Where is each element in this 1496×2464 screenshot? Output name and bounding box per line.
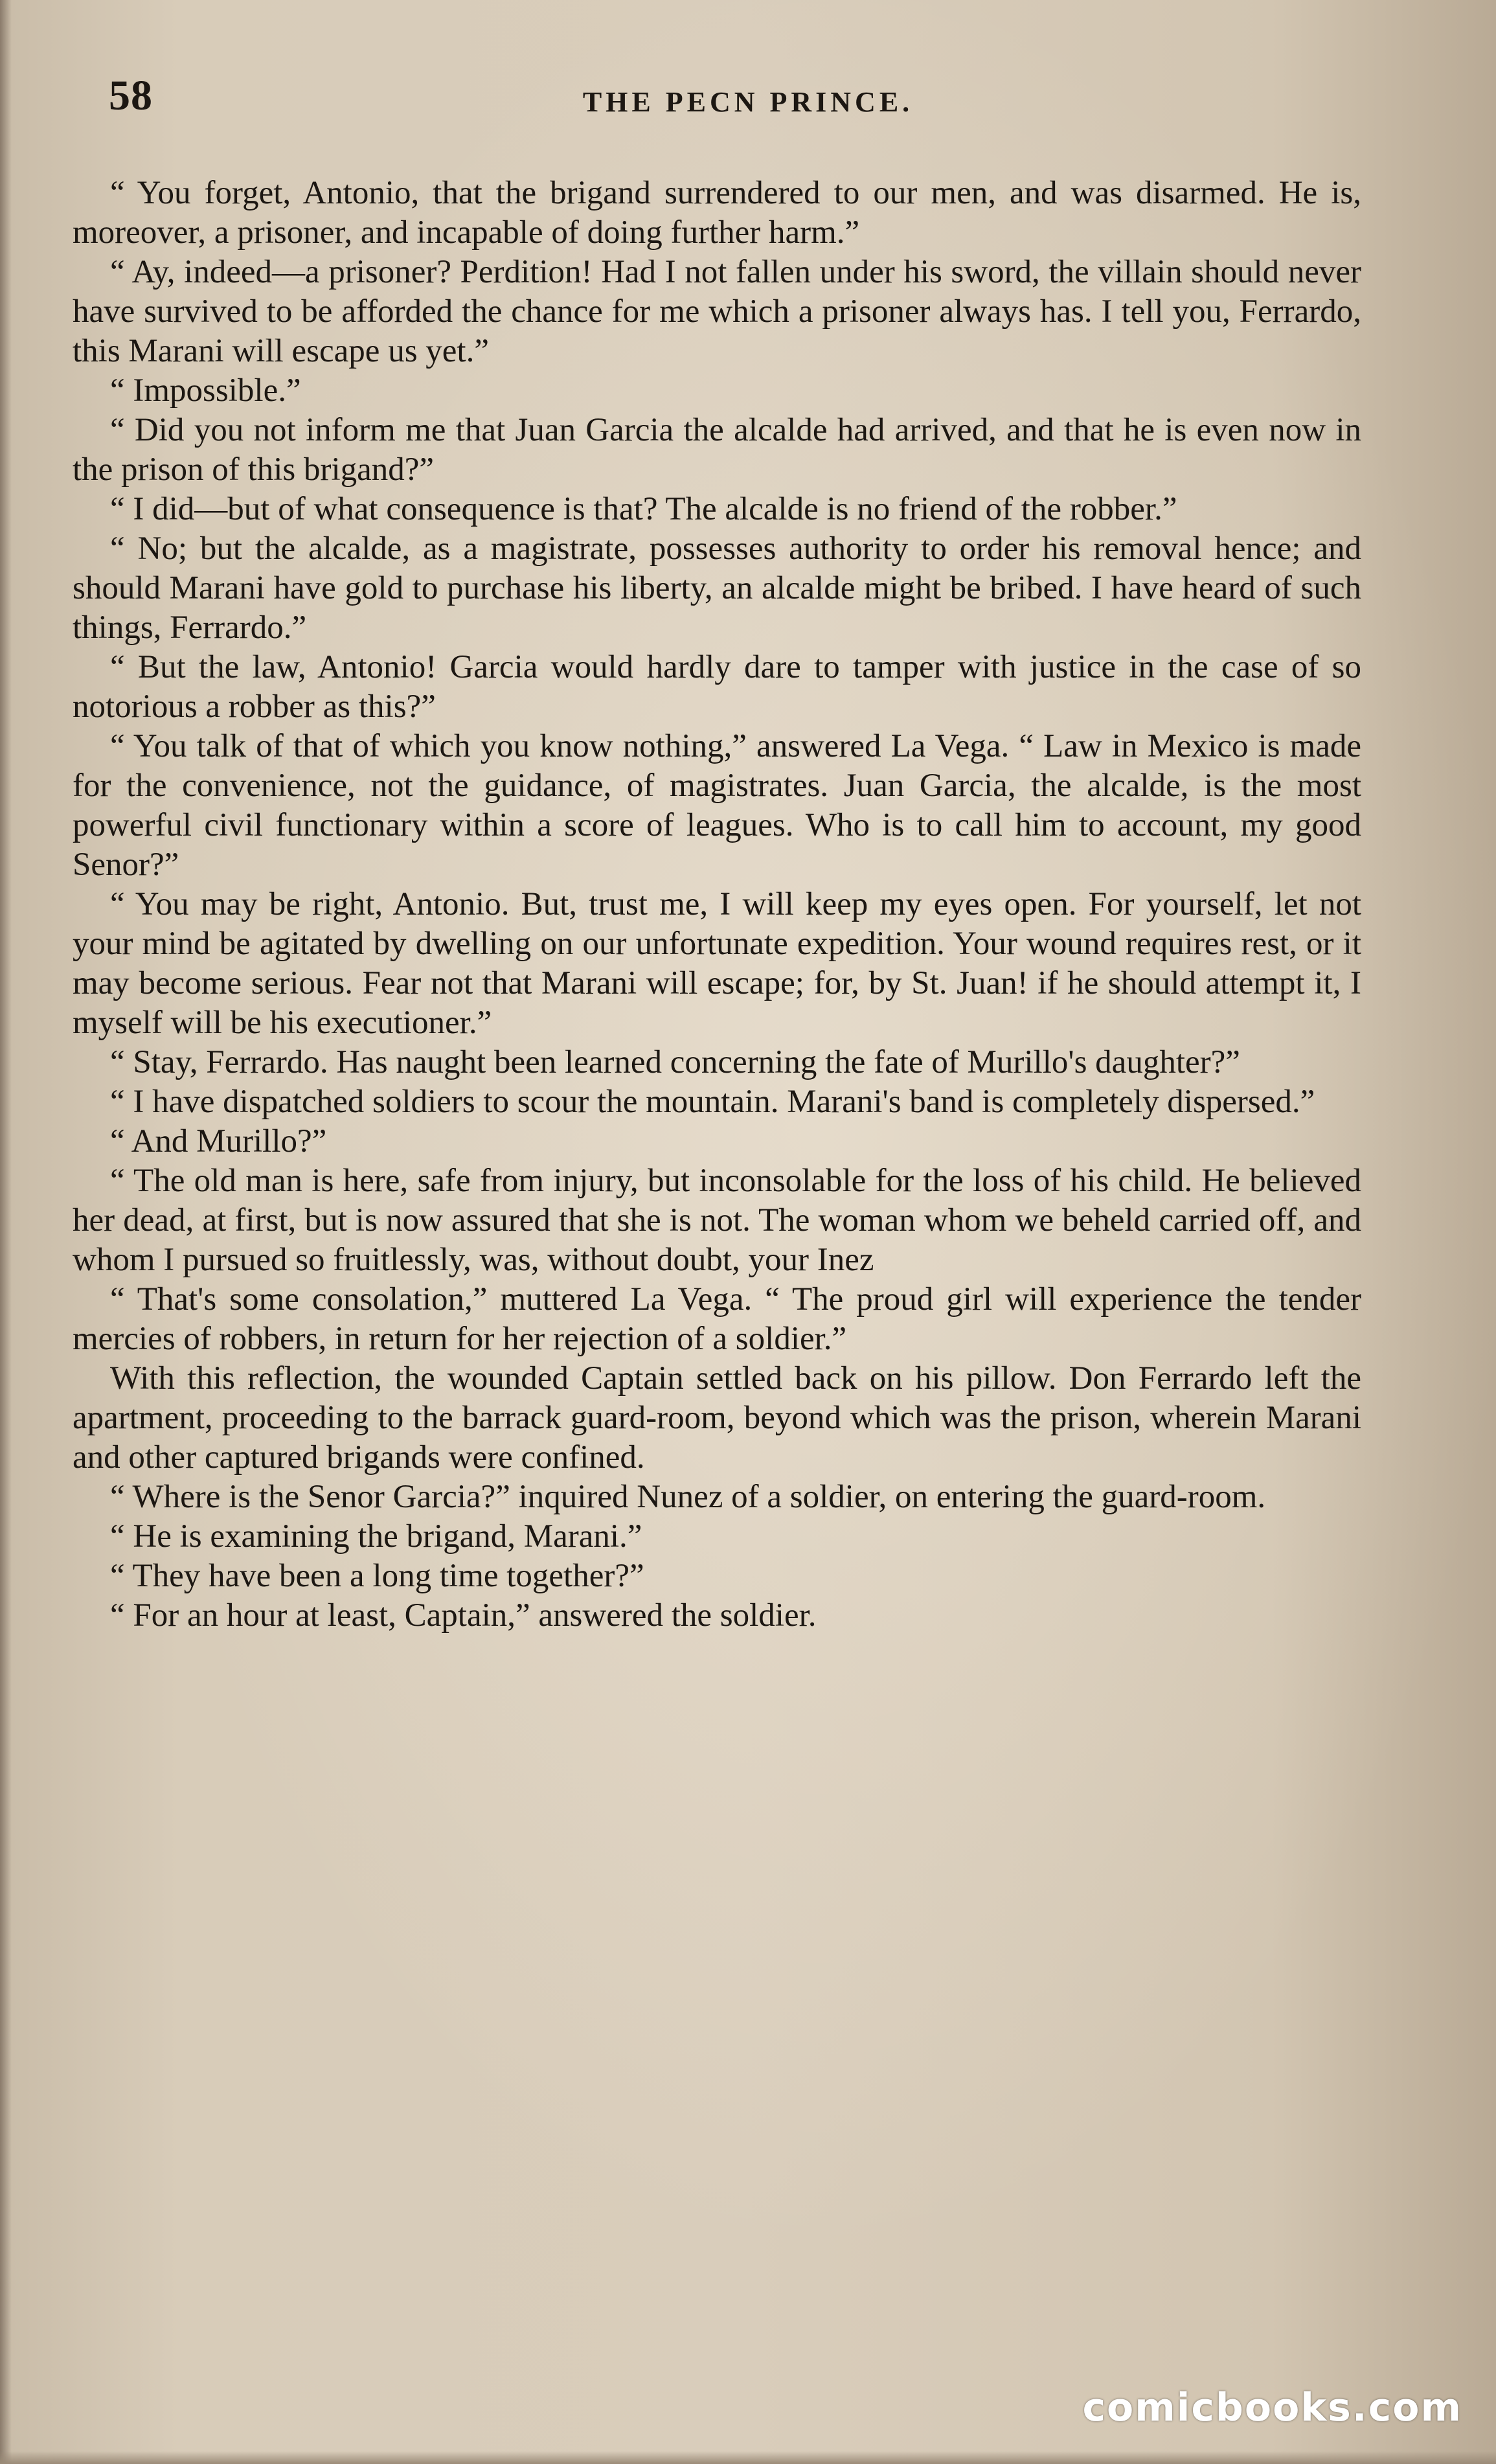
- page-edge-shadow: [0, 0, 12, 2464]
- paragraph: “ You forget, Antonio, that the brigand surrendered to our men, and was disarmed. He is, moreover, a prisoner, and incapable of doing further harm.”: [73, 175, 1361, 251]
- paragraph: “ You may be right, Antonio. But, trust me, I will keep my eyes open. For yourself, let not your mind be agitated by dwelling on our unfortunate expedition. Your wound requires rest, or it may become serious. Fear not that Marani will escape; for, by St. Juan! if he should attempt it, I myself will be his executioner.”: [73, 886, 1361, 1041]
- paragraph: “ Did you not inform me that Juan Garcia the alcalde had arrived, and that he is even now in the prison of this brigand?”: [73, 412, 1361, 488]
- paragraph: “ They have been a long time together?”: [110, 1558, 644, 1594]
- paragraph: “ The old man is here, safe from injury, but inconsolable for the loss of his child. He believed her dead, at first, but is now assured that she is not. The woman whom we beheld carried off, and whom I pursued so fruitlessly, was, without doubt, your Inez: [73, 1163, 1361, 1278]
- paragraph: “ Impossible.”: [110, 372, 301, 409]
- paragraph: “ You talk of that of which you know nothing,” answered La Vega. “ Law in Mexico is made for the convenience, not the guidance, of magistrates. Juan Garcia, the alcalde, is the most powerful civil functionary within a score of leagues. Who is to call him to account, my good Senor?”: [73, 728, 1361, 883]
- page-bottom-shadow: [0, 2451, 1496, 2464]
- paragraph: “ No; but the alcalde, as a magistrate, possesses authority to order his removal hence; and should Marani have gold to purchase his liberty, an alcalde might be bribed. I have heard of such things, Ferrardo.”: [73, 530, 1361, 646]
- paragraph: “ That's some consolation,” muttered La Vega. “ The proud girl will experience the tender mercies of robbers, in return for her rejection of a soldier.”: [73, 1281, 1361, 1357]
- paragraph: “ But the law, Antonio! Garcia would hardly dare to tamper with justice in the case of so notorious a robber as this?”: [73, 649, 1361, 725]
- paragraph: With this reflection, the wounded Captain settled back on his pillow. Don Ferrardo left the apartment, proceeding to the barrack guard-room, beyond which was the prison, wherein Marani and other captured brigands were confined.: [73, 1360, 1361, 1476]
- paragraph: “ Ay, indeed—a prisoner? Perdition! Had I not fallen under his sword, the villain should never have survived to be afforded the chance for me which a prisoner always has. I tell you, Ferrardo, this Marani will escape us yet.”: [73, 254, 1361, 369]
- page-number: 58: [109, 72, 153, 119]
- watermark: comicbooks.com: [1082, 2385, 1462, 2430]
- body-text: [73, 174, 1361, 1636]
- paragraph: “ And Murillo?”: [110, 1123, 327, 1159]
- paragraph: “ For an hour at least, Captain,” answered the soldier.: [110, 1597, 817, 1634]
- page-header: [0, 71, 1496, 123]
- running-title: THE PECN PRINCE.: [582, 86, 914, 118]
- paragraph: “ Stay, Ferrardo. Has naught been learned concerning the fate of Murillo's daughter?”: [110, 1044, 1240, 1080]
- paragraph: “ Where is the Senor Garcia?” inquired Nunez of a soldier, on entering the guard-room.: [110, 1479, 1266, 1515]
- paragraph: “ I have dispatched soldiers to scour the mountain. Marani's band is completely dispersed.”: [110, 1084, 1315, 1120]
- paragraph: “ I did—but of what consequence is that? The alcalde is no friend of the robber.”: [110, 491, 1177, 527]
- paragraph: “ He is examining the brigand, Marani.”: [110, 1518, 642, 1555]
